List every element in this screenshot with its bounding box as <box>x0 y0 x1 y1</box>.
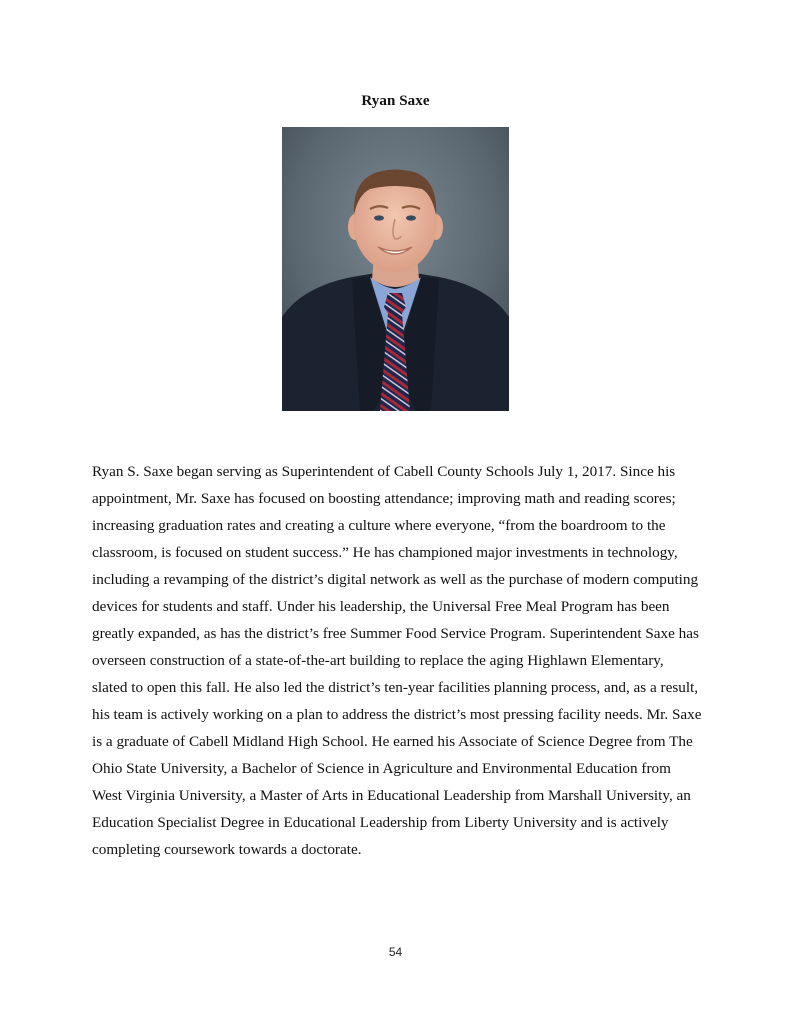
page-number: 54 <box>388 945 403 959</box>
biography-paragraph: Ryan S. Saxe began serving as Superintendent of Cabell County Schools July 1, 2017. Since his appointment, Mr. Saxe has focused on boosting attendance; improving math and reading scores; increasing graduation rates and creating a culture where everyone, “from the boardroom to the classroom, is focused on student success.” He has championed major investments in technology, including a revamping of the district’s digital network as well as the purchase of modern computing devices for students and staff. Under his leadership, the Universal Free Meal Program has been greatly expanded, as has the district’s free Summer Food Service Program. Superintendent Saxe has overseen construction of a state-of-the-art building to replace the aging Highlawn Elementary, slated to open this fall. He also led the district’s ten-year facilities planning process, and, as a result, his team is actively working on a plan to address the district’s most pressing facility needs. Mr. Saxe is a graduate of Cabell Midland High School. He earned his Associate of Science Degree from The Ohio State University, a Bachelor of Science in Agriculture and Environmental Education from West Virginia University, a Master of Arts in Educational Leadership from Marshall University, an Education Specialist Degree in Educational Leadership from Liberty University and is actively completing coursework towards a doctorate. <box>92 463 702 858</box>
portrait-photo <box>282 127 509 411</box>
portrait-illustration <box>282 127 509 411</box>
page-title: Ryan Saxe <box>361 93 430 109</box>
